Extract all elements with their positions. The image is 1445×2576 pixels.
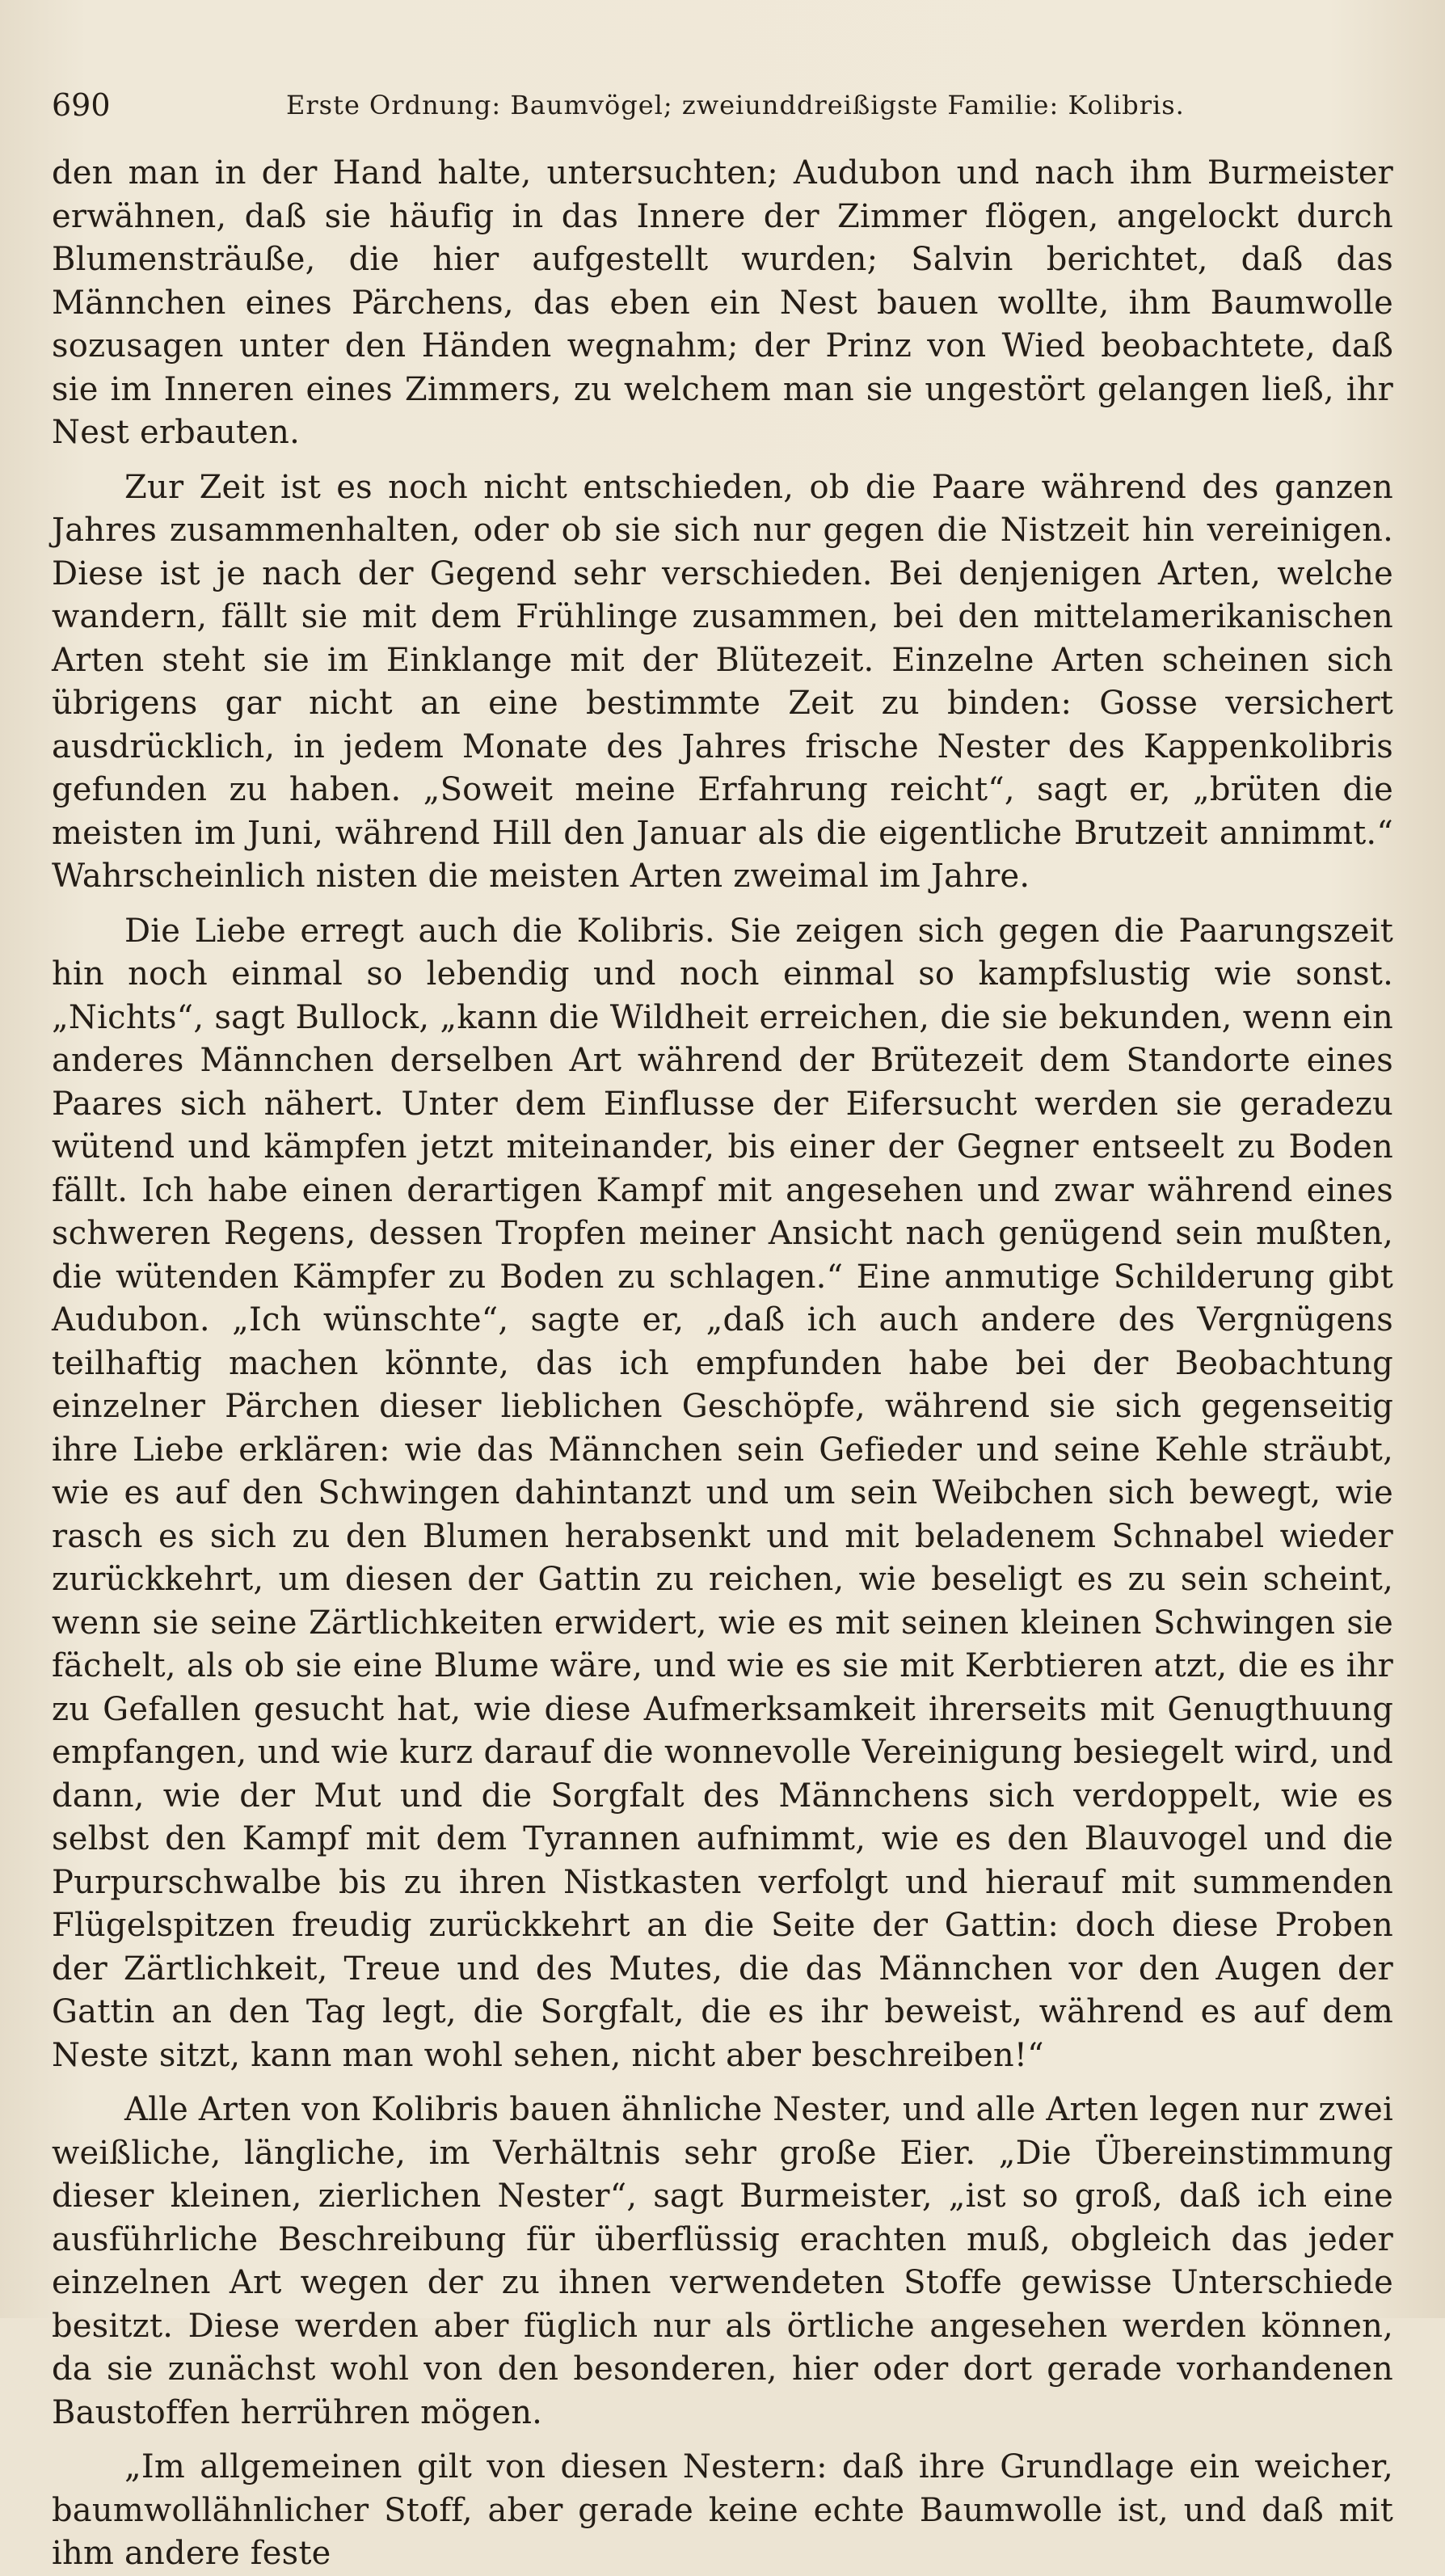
page-header (52, 81, 1393, 129)
paragraph: Die Liebe erregt auch die Kolibris. Sie zeigen sich gegen die Paarungszeit hin noch einmal so lebendig und noch einmal so kampfslustig wie sonst. „Nichts“, sagt Bullock, „kann die Wildheit erreichen, die sie bekunden, wenn ein anderes Männchen derselben Art während der Brütezeit dem Standorte eines Paares sich nähert. Unter dem Einflusse der Eifersucht werden sie geradezu wütend und kämpfen jetzt miteinander, bis einer der Gegner entseelt zu Boden fällt. Ich habe einen derartigen Kampf mit angesehen und zwar während eines schweren Regens, dessen Tropfen meiner Ansicht nach genügend sein mußten, die wütenden Kämpfer zu Boden zu schlagen.“ Eine anmutige Schilderung gibt Audubon. „Ich wünschte“, sagte er, „daß ich auch andere des Vergnügens teilhaftig machen könnte, das ich empfunden habe bei der Beobachtung einzelner Pärchen dieser lieblichen Geschöpfe, während sie sich gegenseitig ihre Liebe erklären: wie das Männchen sein Gefieder und seine Kehle sträubt, wie es auf den Schwingen dahintanzt und um sein Weibchen sich bewegt, wie rasch es sich zu den Blumen herabsenkt und mit beladenem Schnabel wieder zurückkehrt, um diesen der Gattin zu reichen, wie beseligt es zu sein scheint, wenn sie seine Zärtlichkeiten erwidert, wie es mit seinen kleinen Schwingen sie fächelt, als ob sie eine Blume wäre, und wie es sie mit Kerbtieren atzt, die es ihr zu Gefallen gesucht hat, wie diese Aufmerksamkeit ihrerseits mit Genugthuung empfangen, und wie kurz darauf die wonnevolle Vereinigung besiegelt wird, und dann, wie der Mut und die Sorgfalt des Männchens sich verdoppelt, wie es selbst den Kampf mit dem Tyrannen aufnimmt, wie es den Blauvogel und die Purpurschwalbe bis zu ihren Nistkasten verfolgt und hierauf mit summenden Flügelspitzen freudig zurückkehrt an die Seite der Gattin: doch diese Proben der Zärtlichkeit, Treue und des Mutes, die das Männchen vor den Augen der Gattin an den Tag legt, die Sorgfalt, die es ihr beweist, während es auf dem Neste sitzt, kann man wohl sehen, nicht aber beschreiben!“ (52, 912, 1393, 2074)
page-number: 690 (52, 87, 111, 123)
paragraph-continued: den man in der Hand halte, untersuchten; Audubon und nach ihm Burmeister erwähnen, daß sie häufig in das Innere der Zimmer flögen, angelockt durch Blumensträuße, die hier aufgestellt wurden; Salvin berichtet, daß das Männchen eines Pärchens, das eben ein Nest bauen wollte, ihm Baumwolle sozusagen unter den Händen wegnahm; der Prinz von Wied beobachtete, daß sie im Inneren eines Zimmers, zu welchem man sie ungestört gelangen ließ, ihr Nest erbauten. (52, 154, 1393, 451)
running-title: Erste Ordnung: Baumvögel; zweiunddreißigste Familie: Kolibris. (286, 90, 1185, 120)
page-body (52, 152, 1393, 2576)
paragraph: Zur Zeit ist es noch nicht entschieden, ob die Paare während des ganzen Jahres zusammenhalten, oder ob sie sich nur gegen die Nistzeit hin vereinigen. Diese ist je nach der Gegend sehr verschieden. Bei denjenigen Arten, welche wandern, fällt sie mit dem Frühlinge zusammen, bei den mittelamerikanischen Arten steht sie im Einklange mit der Blütezeit. Einzelne Arten scheinen sich übrigens gar nicht an eine bestimmte Zeit zu binden: Gosse versichert ausdrücklich, in jedem Monate des Jahres frische Nester des Kappenkolibris gefunden zu haben. „Soweit meine Erfahrung reicht“, sagt er, „brüten die meisten im Juni, während Hill den Januar als die eigentliche Brutzeit annimmt.“ Wahrscheinlich nisten die meisten Arten zweimal im Jahre. (52, 468, 1393, 895)
paragraph: „Im allgemeinen gilt von diesen Nestern: daß ihre Grundlage ein weicher, baumwollähnlicher Stoff, aber gerade keine echte Baumwolle ist, und daß mit ihm andere feste (52, 2448, 1393, 2572)
paragraph: Alle Arten von Kolibris bauen ähnliche Nester, und alle Arten legen nur zwei weißliche, längliche, im Verhältnis sehr große Eier. „Die Übereinstimmung dieser kleinen, zierlichen Nester“, sagt Burmeister, „ist so groß, daß ich eine ausführliche Beschreibung für überflüssig erachten muß, obgleich das jeder einzelnen Art wegen der zu ihnen verwendeten Stoffe gewisse Unterschiede besitzt. Diese werden aber füglich nur als örtliche angesehen werden können, da sie zunächst wohl von den besonderen, hier oder dort gerade vorhandenen Baustoffen herrühren mögen. (52, 2091, 1393, 2431)
